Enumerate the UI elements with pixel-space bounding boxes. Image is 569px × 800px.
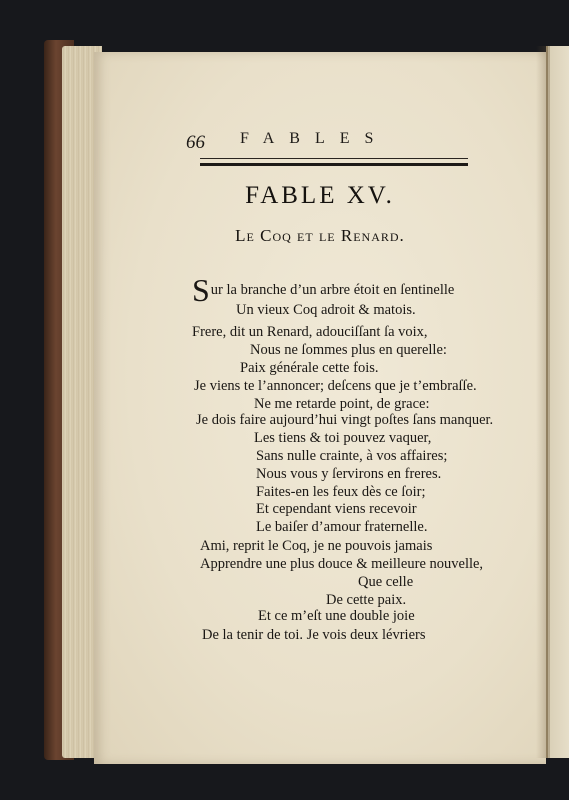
poem-line-19: Et ce m’eſt une double joie xyxy=(258,608,415,624)
poem-line-text: ur la branche d’un arbre étoit en ſentinelle xyxy=(210,282,455,298)
poem-line-2: Un vieux Coq adroit & matois. xyxy=(236,302,416,318)
poem-line-13: Et cependant viens recevoir xyxy=(256,501,417,517)
fable-subtitle: Le Coq et le Renard. xyxy=(235,226,405,245)
page-number: 66 xyxy=(186,132,205,153)
poem-line-15: Ami, reprit le Coq, je ne pouvois jamais xyxy=(200,538,433,554)
gutter-shadow xyxy=(536,46,550,758)
poem-line-16: Apprendre une plus douce & meilleure nouvelle, xyxy=(200,556,484,572)
poem-line-20: De la tenir de toi. Je vois deux lévriers xyxy=(202,627,426,643)
poem-line-10: Sans nulle crainte, à vos affaires; xyxy=(256,448,448,464)
poem-line-4: Nous ne ſommes plus en querelle: xyxy=(250,342,447,358)
poem-line-8: Je dois faire aujourd’hui vingt poſtes ſans manquer. xyxy=(196,412,494,428)
poem-line-11: Nous vous y ſervirons en freres. xyxy=(256,466,442,482)
poem-line-17: Que celle xyxy=(358,574,414,590)
poem-line-12: Faites-en les feux dès ce ſoir; xyxy=(256,484,426,500)
poem-line-18: De cette paix. xyxy=(326,592,407,608)
fable-title: FABLE XV. xyxy=(245,182,395,209)
poem-line-9: Les tiens & toi pouvez vaquer, xyxy=(254,430,432,446)
poem-line-7: Ne me retarde point, de grace: xyxy=(254,396,430,412)
poem xyxy=(94,52,546,764)
running-head: FABLES xyxy=(240,130,389,147)
poem-line-5: Paix générale cette fois. xyxy=(240,360,379,376)
poem-line-1 xyxy=(192,272,455,308)
book-page xyxy=(94,52,546,764)
poem-line-3: Frere, dit un Renard, adouciſſant ſa voix, xyxy=(192,324,428,340)
poem-line-6: Je viens te l’annoncer; deſcens que je t’embraſſe. xyxy=(194,378,477,394)
poem-line-14: Le baiſer d’amour fraternelle. xyxy=(256,519,428,535)
drop-cap: S xyxy=(192,272,210,308)
